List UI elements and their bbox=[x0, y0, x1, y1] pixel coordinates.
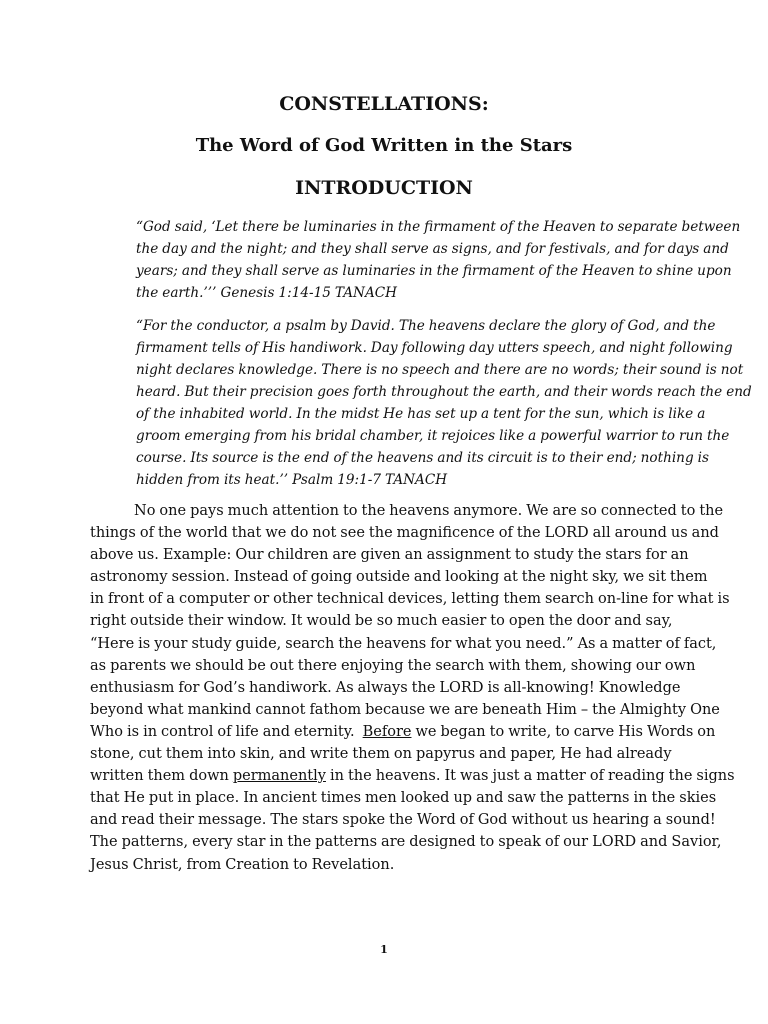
underlined-word: permanently bbox=[232, 768, 326, 785]
body-paragraph bbox=[90, 500, 735, 876]
body-line: above us. Example: Our children are given an assignment to study the stars for an bbox=[90, 547, 689, 564]
quote-line: hidden from its heat.’’ Psalm 19:1-7 TANACH bbox=[136, 472, 448, 488]
body-line bbox=[90, 721, 716, 743]
document-subtitle: The Word of God Written in the Stars bbox=[195, 135, 573, 156]
body-line: astronomy session. Instead of going outside and looking at the night sky, we sit them bbox=[90, 569, 708, 586]
psalm-quote bbox=[136, 315, 752, 491]
page-number: 1 bbox=[380, 943, 388, 956]
quote-line: course. Its source is the end of the heavens and its circuit is to their end; nothing is bbox=[136, 450, 709, 466]
body-line: that He put in place. In ancient times men looked up and saw the patterns in the skies bbox=[90, 790, 717, 807]
body-line: “Here is your study guide, search the heavens for what you need.” As a matter of fact, bbox=[90, 635, 717, 652]
body-text-segment: in the heavens. It was just a matter of reading the signs bbox=[325, 768, 735, 785]
body-line: in front of a computer or other technical devices, letting them search on-line for what is bbox=[90, 591, 730, 608]
quote-line: groom emerging from his bridal chamber, it rejoices like a powerful warrior to run the bbox=[136, 428, 730, 444]
body-line: things of the world that we do not see the magnificence of the LORD all around us and bbox=[90, 525, 719, 542]
quote-line: the earth.’’’ Genesis 1:14-15 TANACH bbox=[136, 285, 398, 301]
section-heading: INTRODUCTION bbox=[295, 177, 473, 199]
body-line: No one pays much attention to the heavens anymore. We are so connected to the bbox=[134, 503, 724, 519]
underlined-word: Before bbox=[362, 723, 412, 740]
body-text-segment: we began to write, to carve His Words on bbox=[411, 723, 716, 740]
body-line: Jesus Christ, from Creation to Revelation. bbox=[90, 856, 395, 873]
quote-line: firmament tells of His handiwork. Day following day utters speech, and night following bbox=[136, 340, 733, 356]
quote-line: years; and they shall serve as luminaries in the firmament of the Heaven to shine upon bbox=[136, 263, 732, 279]
body-line: stone, cut them into skin, and write them on papyrus and paper, He had already bbox=[90, 746, 672, 763]
quote-line: “For the conductor, a psalm by David. The heavens declare the glory of God, and the bbox=[136, 318, 716, 334]
body-text-segment: Who is in control of life and eternity. bbox=[90, 723, 355, 740]
body-line: and read their message. The stars spoke the Word of God without us hearing a sound! bbox=[90, 812, 716, 829]
body-text-segment: written them down bbox=[90, 768, 233, 785]
quote-line: the day and the night; and they shall serve as signs, and for festivals, and for days and bbox=[136, 241, 729, 257]
quote-line: night declares knowledge. There is no speech and there are no words; their sound is not bbox=[136, 362, 744, 378]
quote-line: heard. But their precision goes forth throughout the earth, and their words reach the end bbox=[136, 384, 752, 400]
document-title: CONSTELLATIONS: bbox=[279, 93, 489, 115]
body-line: as parents we should be out there enjoying the search with them, showing our own bbox=[90, 657, 696, 674]
body-line bbox=[90, 765, 735, 787]
genesis-quote bbox=[136, 216, 741, 304]
body-line: enthusiasm for God’s handiwork. As always the LORD is all-knowing! Knowledge bbox=[90, 679, 681, 696]
body-line: right outside their window. It would be so much easier to open the door and say, bbox=[90, 613, 673, 630]
body-line: The patterns, every star in the patterns are designed to speak of our LORD and Savior, bbox=[90, 834, 722, 851]
body-line: beyond what mankind cannot fathom because we are beneath Him – the Almighty One bbox=[90, 701, 720, 718]
quote-line: “God said, ‘Let there be luminaries in the firmament of the Heaven to separate between bbox=[136, 219, 741, 235]
quote-line: of the inhabited world. In the midst He has set up a tent for the sun, which is like a bbox=[136, 406, 706, 422]
